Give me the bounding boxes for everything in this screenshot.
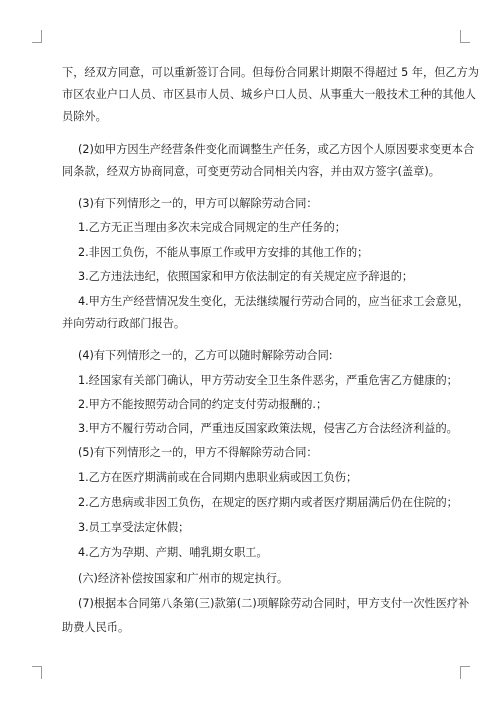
text-line: 2.甲方不能按照劳动合同的约定支付劳动报酬的.；	[78, 398, 328, 411]
text-line: 同条款，经双方协商同意，可变更劳动合同相关内容，并由双方签字(盖章)。	[62, 165, 440, 178]
text-line: (3)有下列情形之一的，甲方可以解除劳动合同：	[78, 197, 318, 210]
page-corner-mark-top-right	[460, 30, 470, 43]
text-line: (六)经济补偿按国家和广州市的规定执行。	[78, 572, 289, 585]
page-corner-mark-top-left	[32, 30, 42, 43]
text-line: 4.乙方为孕期、产期、哺乳期女职工。	[78, 546, 268, 559]
text-line: 1.乙方无正当理由多次未完成合同规定的生产任务的；	[78, 221, 346, 234]
text-line: 下，经双方同意，可以重新签订合同。但每份合同累计期限不得超过 5 年，但乙方为	[62, 66, 479, 79]
text-line: 员除外。	[62, 110, 107, 123]
text-line: 2.非因工负伤，不能从事原工作或甲方安排的其他工作的；	[78, 246, 369, 259]
page-corner-mark-bottom-right	[460, 666, 470, 679]
text-line: 并向劳动行政部门报告。	[62, 317, 186, 330]
text-line: (4)有下列情形之一的，乙方可以随时解除劳动合同:	[78, 349, 333, 362]
text-line: 助费人民币。	[62, 621, 130, 634]
text-line: 3.甲方不履行劳动合同，严重违反国家政策法规，侵害乙方合法经济利益的。	[78, 422, 458, 435]
text-line: 市区农业户口人员、市区县市人员、城乡户口人员、从事重大一般技术工种的其他人	[62, 88, 476, 101]
text-line: 1.经国家有关部门确认，甲方劳动安全卫生条件恶劣，严重危害乙方健康的；	[78, 374, 458, 387]
text-line: (5)有下列情形之一的，甲方不得解除劳动合同：	[78, 446, 318, 459]
text-line: 1.乙方在医疗期满前或在合同期内患职业病或因工负伤；	[78, 471, 358, 484]
page-corner-mark-bottom-left	[32, 666, 42, 679]
text-line: 3.员工享受法定休假；	[78, 521, 190, 534]
text-line: 2.乙方患病或非因工负伤，在规定的医疗期内或者医疗期届满后仍在住院的；	[78, 496, 458, 509]
text-line: 4.甲方生产经营情况发生变化，无法继续履行劳动合同的，应当征求工会意见，	[78, 295, 470, 308]
text-line: (7)根据本合同第八条第(三)款第(二)项解除劳动合同时，甲方支付一次性医疗补	[78, 597, 470, 610]
text-line: 3.乙方违法违纪，依照国家和甲方依法制定的有关规定应予辞退的；	[78, 270, 414, 283]
text-line: (2)如甲方因生产经营条件变化而调整生产任务，或乙方因个人原因要求变更本合	[78, 143, 475, 156]
